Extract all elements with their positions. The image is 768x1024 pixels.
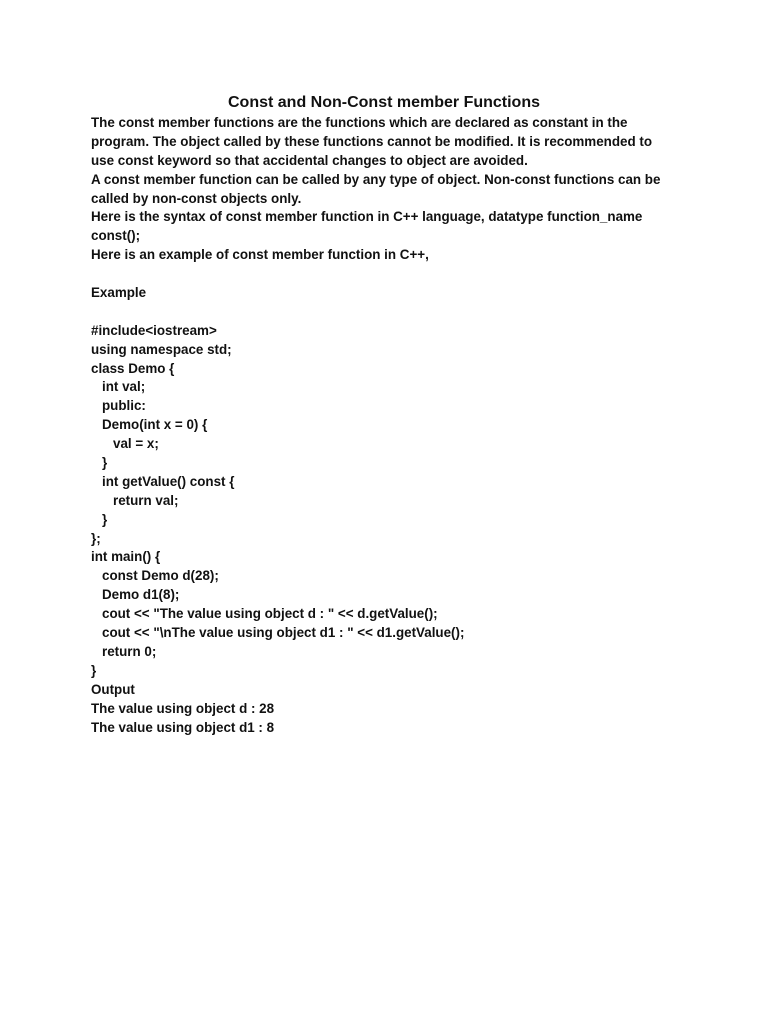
code-line: int main() {: [91, 549, 161, 565]
code-line: val = x;: [113, 436, 159, 452]
code-line: public:: [102, 398, 146, 414]
paragraph-line: use const keyword so that accidental changes to object are avoided.: [91, 152, 528, 168]
paragraph-line: program. The object called by these functions cannot be modified. It is recommended to: [91, 133, 653, 149]
document-body: [91, 114, 691, 737]
paragraph-line: The const member functions are the functions which are declared as constant in the: [91, 115, 628, 130]
code-line: cout << "\nThe value using object d1 : " << d1.getValue();: [102, 625, 465, 641]
code-line: using namespace std;: [91, 341, 232, 357]
document-title: Const and Non-Const member Functions: [228, 94, 540, 111]
code-line: cout << "The value using object d : " << d.getValue();: [102, 606, 438, 622]
output-heading: Output: [91, 681, 135, 697]
blank-line: [91, 265, 691, 284]
code-line: return 0;: [102, 643, 157, 659]
code-line: const Demo d(28);: [102, 568, 219, 584]
code-line: Demo d1(8);: [102, 587, 180, 603]
code-line: }: [102, 511, 108, 527]
paragraph-line: Here is the syntax of const member function in C++ language, datatype function_name: [91, 209, 643, 225]
example-heading: Example: [91, 285, 147, 301]
code-line: class Demo {: [91, 360, 175, 376]
code-line: };: [91, 530, 101, 546]
code-line: return val;: [113, 492, 179, 508]
code-block: [91, 322, 691, 681]
output-line: The value using object d1 : 8: [91, 719, 275, 735]
paragraph-line: Here is an example of const member function in C++,: [91, 247, 429, 263]
code-line: #include<iostream>: [91, 322, 217, 338]
code-line: int val;: [102, 379, 146, 395]
paragraph-line: called by non-const objects only.: [91, 190, 302, 206]
paragraph-line: A const member function can be called by any type of object. Non-const functions can be: [91, 171, 661, 187]
paragraph-line: const();: [91, 228, 141, 244]
blank-line: [91, 303, 691, 322]
output-line: The value using object d : 28: [91, 700, 275, 716]
code-line: }: [91, 662, 97, 678]
code-line: int getValue() const {: [102, 473, 235, 489]
code-line: }: [102, 455, 108, 471]
code-line: Demo(int x = 0) {: [102, 417, 208, 433]
